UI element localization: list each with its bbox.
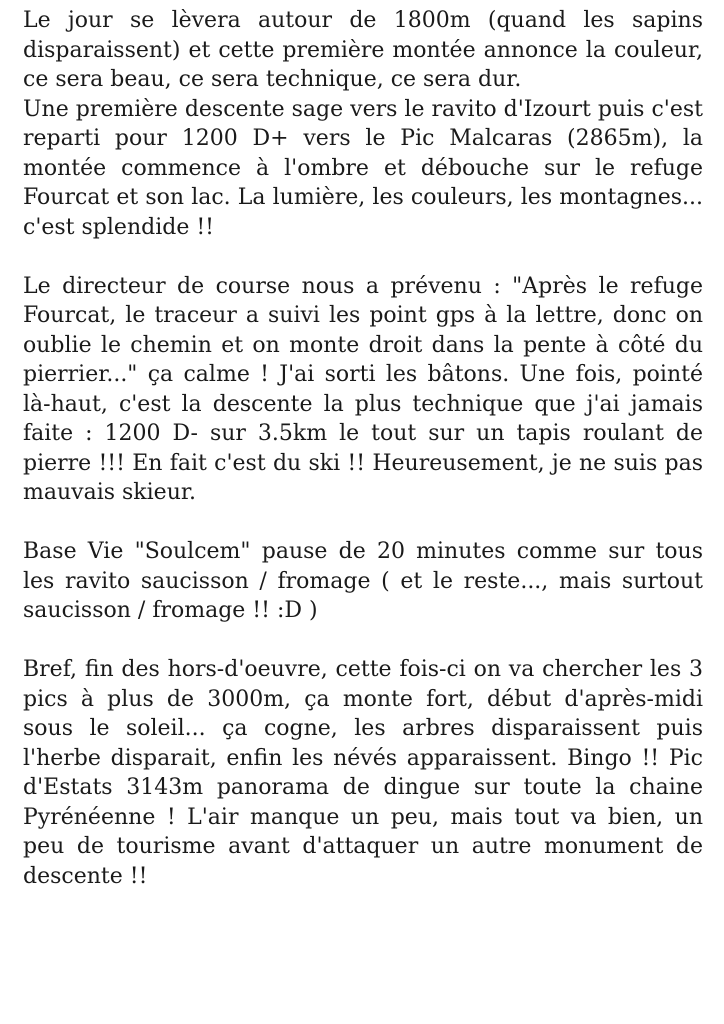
paragraph-race-director: Le directeur de course nous a prévenu : "Après le refuge Fourcat, le traceur a suivi les point gps à la lettre, donc on oublie le chemin et on monte droit dans la pente à côté du pierrier..." ça calme ! J'ai sorti les bâtons. Une fois, pointé là-haut, c'est la descente la plus technique que j'ai jamais faite : 1200 D- sur 3.5km le tout sur un tapis roulant de pierre !!! En fait c'est du ski !! Heureusement, je ne suis pas mauvais skieur. <box>23 273 703 505</box>
paragraph-sunrise: Le jour se lèvera autour de 1800m (quand les sapins disparaissent) et cette première montée annonce la couleur, ce sera beau, ce sera technique, ce sera dur. <box>23 8 703 92</box>
paragraph-first-descent: Une première descente sage vers le ravito d'Izourt puis c'est reparti pour 1200 D+ vers le Pic Malcaras (2865m), la montée commence à l'ombre et débouche sur le refuge Fourcat et son lac. La lumière, les couleurs, les montagnes... c'est splendide !! <box>23 96 703 240</box>
paragraph-three-peaks: Bref, fin des hors-d'oeuvre, cette fois-ci on va chercher les 3 pics à plus de 3000m, ça monte fort, début d'après-midi sous le soleil... ça cogne, les arbres disparaissent puis l'herbe disparait, enfin les névés apparaissent. Bingo !! Pic d'Estats 3143m panorama de dingue sur toute la chaine Pyrénéenne ! L'air manque un peu, mais tout va bien, un peu de tourisme avant d'attaquer un autre monument de descente !! <box>23 657 703 889</box>
paragraph-base-vie: Base Vie "Soulcem" pause de 20 minutes comme sur tous les ravito saucisson / fromage ( et le reste..., mais surtout saucisson / fromage !! :D ) <box>23 539 703 623</box>
document-body <box>23 6 703 891</box>
